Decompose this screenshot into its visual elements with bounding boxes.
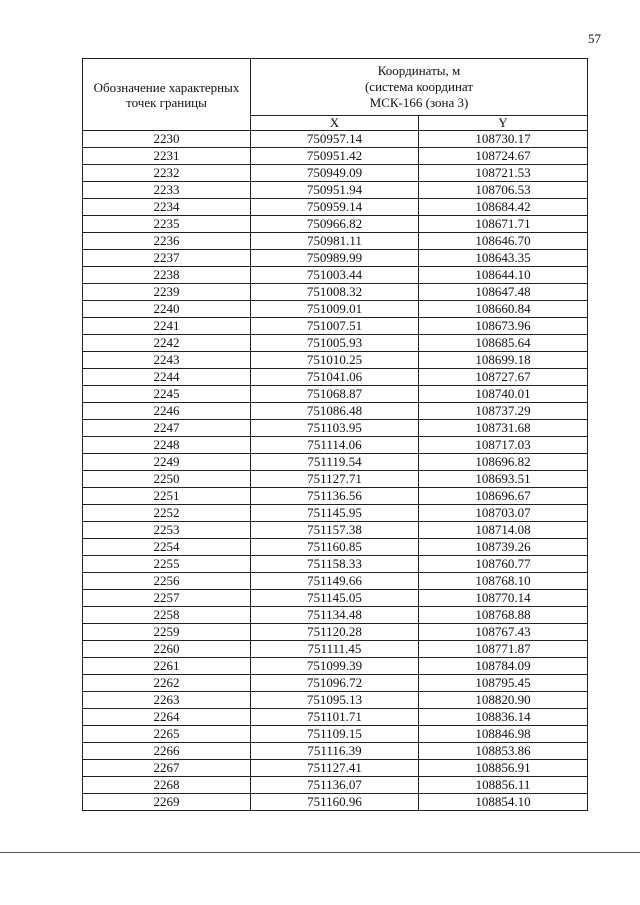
y-coordinate-cell: 108685.64 [419,335,588,352]
x-coordinate-cell: 751109.15 [251,726,419,743]
page-number: 57 [588,31,601,46]
x-coordinate-cell: 751160.85 [251,539,419,556]
table-row [83,403,588,420]
x-coordinate-cell: 751101.71 [251,709,419,726]
x-coordinate-cell: 751086.48 [251,403,419,420]
table-row [83,505,588,522]
y-coordinate-cell: 108771.87 [419,641,588,658]
x-coordinate-cell: 751157.38 [251,522,419,539]
table-header-row [83,59,588,116]
point-id-cell: 2258 [83,607,251,624]
y-coordinate-cell: 108721.53 [419,165,588,182]
x-coordinate-cell: 751145.05 [251,590,419,607]
coordinates-header-line3: МСК-166 (зона 3) [369,95,469,110]
bottom-scan-line [0,852,640,853]
y-coordinate-cell: 108724.67 [419,148,588,165]
table-row [83,437,588,454]
point-id-cell: 2239 [83,284,251,301]
y-coordinate-cell: 108784.09 [419,658,588,675]
table-row [83,709,588,726]
table-row [83,369,588,386]
x-coordinate-cell: 751145.95 [251,505,419,522]
point-id-cell: 2247 [83,420,251,437]
table-row [83,573,588,590]
x-coordinate-cell: 751008.32 [251,284,419,301]
x-coordinate-cell: 751127.71 [251,471,419,488]
coordinates-table [82,58,588,811]
y-coordinate-cell: 108760.77 [419,556,588,573]
table-row [83,216,588,233]
y-coordinate-cell: 108696.67 [419,488,588,505]
table-row [83,131,588,148]
point-id-cell: 2250 [83,471,251,488]
coordinates-column-header [251,59,588,116]
y-coordinate-cell: 108740.01 [419,386,588,403]
table-row [83,284,588,301]
y-coordinate-cell: 108696.82 [419,454,588,471]
x-coordinate-cell: 750959.14 [251,199,419,216]
x-coordinate-cell: 750951.42 [251,148,419,165]
x-coordinate-cell: 751009.01 [251,301,419,318]
point-id-cell: 2257 [83,590,251,607]
point-id-cell: 2267 [83,760,251,777]
table-row [83,675,588,692]
point-id-cell: 2256 [83,573,251,590]
y-coordinate-cell: 108770.14 [419,590,588,607]
y-coordinate-cell: 108727.67 [419,369,588,386]
point-id-cell: 2264 [83,709,251,726]
x-coordinate-cell: 751119.54 [251,454,419,471]
x-coordinate-cell: 751136.07 [251,777,419,794]
y-coordinate-cell: 108739.26 [419,539,588,556]
point-id-cell: 2234 [83,199,251,216]
table-row [83,420,588,437]
points-column-header: Обозначение характерных точек границы [83,59,251,131]
x-coordinate-cell: 751005.93 [251,335,419,352]
table-body [83,131,588,811]
point-id-cell: 2254 [83,539,251,556]
table-row [83,692,588,709]
point-id-cell: 2268 [83,777,251,794]
y-coordinate-cell: 108836.14 [419,709,588,726]
x-coordinate-cell: 750957.14 [251,131,419,148]
point-id-cell: 2255 [83,556,251,573]
point-id-cell: 2235 [83,216,251,233]
y-coordinate-cell: 108671.71 [419,216,588,233]
point-id-cell: 2266 [83,743,251,760]
table-row [83,352,588,369]
x-coordinate-cell: 751136.56 [251,488,419,505]
y-coordinate-cell: 108703.07 [419,505,588,522]
y-coordinate-cell: 108854.10 [419,794,588,811]
point-id-cell: 2260 [83,641,251,658]
point-id-cell: 2249 [83,454,251,471]
table-row [83,182,588,199]
point-id-cell: 2269 [83,794,251,811]
y-coordinate-cell: 108699.18 [419,352,588,369]
y-coordinate-cell: 108693.51 [419,471,588,488]
y-coordinate-cell: 108795.45 [419,675,588,692]
x-coordinate-cell: 751103.95 [251,420,419,437]
x-coordinate-cell: 750949.09 [251,165,419,182]
point-id-cell: 2237 [83,250,251,267]
x-coordinate-cell: 751158.33 [251,556,419,573]
point-id-cell: 2248 [83,437,251,454]
point-id-cell: 2232 [83,165,251,182]
x-coordinate-cell: 751096.72 [251,675,419,692]
table-row [83,539,588,556]
x-column-header: X [251,116,419,131]
y-coordinate-cell: 108714.08 [419,522,588,539]
y-coordinate-cell: 108820.90 [419,692,588,709]
x-coordinate-cell: 750981.11 [251,233,419,250]
y-coordinate-cell: 108647.48 [419,284,588,301]
point-id-cell: 2245 [83,386,251,403]
table-row [83,590,588,607]
point-id-cell: 2259 [83,624,251,641]
point-id-cell: 2263 [83,692,251,709]
y-coordinate-cell: 108643.35 [419,250,588,267]
y-coordinate-cell: 108767.43 [419,624,588,641]
x-coordinate-cell: 751120.28 [251,624,419,641]
y-coordinate-cell: 108768.88 [419,607,588,624]
x-coordinate-cell: 751010.25 [251,352,419,369]
point-id-cell: 2233 [83,182,251,199]
table-row [83,165,588,182]
table-row [83,335,588,352]
x-coordinate-cell: 751007.51 [251,318,419,335]
point-id-cell: 2252 [83,505,251,522]
point-id-cell: 2231 [83,148,251,165]
x-coordinate-cell: 751116.39 [251,743,419,760]
table-row [83,471,588,488]
y-coordinate-cell: 108717.03 [419,437,588,454]
point-id-cell: 2236 [83,233,251,250]
point-id-cell: 2246 [83,403,251,420]
table-row [83,624,588,641]
x-coordinate-cell: 750966.82 [251,216,419,233]
y-coordinate-cell: 108660.84 [419,301,588,318]
point-id-cell: 2240 [83,301,251,318]
y-coordinate-cell: 108684.42 [419,199,588,216]
y-coordinate-cell: 108856.91 [419,760,588,777]
y-coordinate-cell: 108673.96 [419,318,588,335]
table-row [83,743,588,760]
table-row [83,233,588,250]
coordinates-header-line2: (система координат [364,79,474,94]
y-coordinate-cell: 108856.11 [419,777,588,794]
point-id-cell: 2251 [83,488,251,505]
table-row [83,386,588,403]
x-coordinate-cell: 750989.99 [251,250,419,267]
table-row [83,658,588,675]
table-row [83,760,588,777]
table-row [83,726,588,743]
point-id-cell: 2238 [83,267,251,284]
y-coordinate-cell: 108646.70 [419,233,588,250]
y-coordinate-cell: 108853.86 [419,743,588,760]
x-coordinate-cell: 751149.66 [251,573,419,590]
y-coordinate-cell: 108737.29 [419,403,588,420]
table-row [83,267,588,284]
table-row [83,454,588,471]
x-coordinate-cell: 751041.06 [251,369,419,386]
y-coordinate-cell: 108731.68 [419,420,588,437]
y-coordinate-cell: 108706.53 [419,182,588,199]
point-id-cell: 2242 [83,335,251,352]
table-row [83,522,588,539]
table-row [83,301,588,318]
y-coordinate-cell: 108768.10 [419,573,588,590]
point-id-cell: 2261 [83,658,251,675]
table-row [83,148,588,165]
table-row [83,250,588,267]
x-coordinate-cell: 751134.48 [251,607,419,624]
table-row [83,199,588,216]
point-id-cell: 2262 [83,675,251,692]
y-coordinate-cell: 108846.98 [419,726,588,743]
x-coordinate-cell: 751114.06 [251,437,419,454]
table-row [83,318,588,335]
table-row [83,794,588,811]
x-coordinate-cell: 751095.13 [251,692,419,709]
table-row [83,607,588,624]
point-id-cell: 2244 [83,369,251,386]
point-id-cell: 2230 [83,131,251,148]
table-row [83,777,588,794]
point-id-cell: 2241 [83,318,251,335]
y-coordinate-cell: 108730.17 [419,131,588,148]
table-row [83,556,588,573]
point-id-cell: 2253 [83,522,251,539]
x-coordinate-cell: 751127.41 [251,760,419,777]
x-coordinate-cell: 751099.39 [251,658,419,675]
table-row [83,488,588,505]
point-id-cell: 2265 [83,726,251,743]
y-column-header: Y [419,116,588,131]
x-coordinate-cell: 751111.45 [251,641,419,658]
table-row [83,641,588,658]
y-coordinate-cell: 108644.10 [419,267,588,284]
x-coordinate-cell: 751160.96 [251,794,419,811]
coordinates-header-line1: Координаты, м [377,63,461,78]
x-coordinate-cell: 750951.94 [251,182,419,199]
point-id-cell: 2243 [83,352,251,369]
x-coordinate-cell: 751068.87 [251,386,419,403]
x-coordinate-cell: 751003.44 [251,267,419,284]
